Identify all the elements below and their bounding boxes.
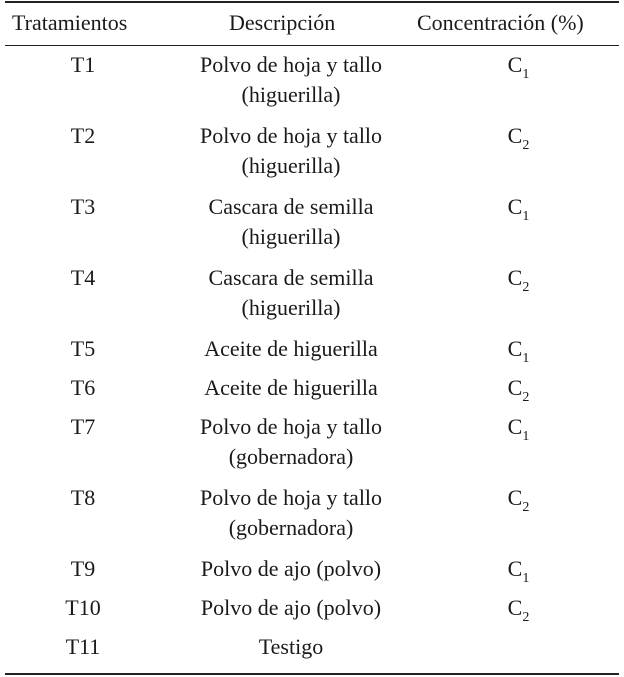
concentracion-subscript: 2	[522, 138, 530, 153]
table-header	[0, 6, 624, 40]
descripcion-line-1: Aceite de higuerilla	[204, 336, 378, 361]
descripcion-line-2: (higuerilla)	[241, 295, 341, 320]
concentracion-subscript: 1	[522, 209, 530, 224]
cell-concentracion	[416, 50, 621, 84]
descripcion-line-1: Polvo de hoja y tallo	[199, 485, 383, 510]
cell-descripcion	[166, 412, 416, 472]
cell-tratamiento: T10	[65, 595, 101, 620]
cell-concentracion	[416, 373, 621, 407]
cell-concentracion	[416, 412, 621, 446]
table-row	[0, 479, 624, 550]
cell-tratamiento: T2	[70, 123, 96, 148]
cell-tratamiento: T8	[70, 485, 96, 510]
table-row	[0, 188, 624, 259]
descripcion-line-1: Aceite de higuerilla	[204, 375, 378, 400]
concentracion-subscript: 1	[522, 67, 530, 82]
header-descripcion: Descripción	[229, 10, 336, 35]
table-row	[0, 589, 624, 628]
descripcion-line-2: (gobernadora)	[228, 444, 354, 469]
cell-tratamiento: T3	[70, 194, 96, 219]
header-concentracion: Concentración (%)	[417, 10, 584, 35]
table-row	[0, 330, 624, 369]
concentracion-subscript: 2	[522, 390, 530, 405]
descripcion-line-1: Polvo de hoja y tallo	[199, 123, 383, 148]
concentracion-base: C	[507, 265, 523, 290]
descripcion-line-1: Polvo de ajo (polvo)	[200, 556, 382, 581]
descripcion-line-2: (higuerilla)	[241, 153, 341, 178]
top-rule	[5, 1, 619, 3]
descripcion-line-2: (higuerilla)	[241, 82, 341, 107]
concentracion-base: C	[507, 123, 523, 148]
descripcion-line-1: Polvo de hoja y tallo	[199, 52, 383, 77]
concentracion-subscript: 2	[522, 610, 530, 625]
cell-descripcion	[166, 632, 416, 662]
cell-descripcion	[166, 593, 416, 623]
concentracion-base: C	[507, 194, 523, 219]
cell-concentracion	[416, 334, 621, 368]
concentracion-subscript: 2	[522, 500, 530, 515]
table-body	[0, 46, 624, 667]
cell-concentracion	[416, 263, 621, 297]
cell-descripcion	[166, 373, 416, 403]
concentracion-base: C	[507, 336, 523, 361]
bottom-rule	[5, 673, 619, 675]
descripcion-line-1: Cascara de semilla	[208, 194, 374, 219]
concentracion-base: C	[507, 556, 523, 581]
descripcion-line-1: Testigo	[258, 634, 324, 659]
concentracion-base: C	[507, 595, 523, 620]
header-tratamientos: Tratamientos	[12, 10, 128, 35]
table-row	[0, 46, 624, 117]
table-row	[0, 259, 624, 330]
cell-concentracion	[416, 554, 621, 588]
cell-tratamiento: T9	[70, 556, 96, 581]
cell-concentracion	[416, 593, 621, 627]
concentracion-base: C	[507, 485, 523, 510]
descripcion-line-1: Polvo de ajo (polvo)	[200, 595, 382, 620]
descripcion-line-2: (higuerilla)	[241, 224, 341, 249]
concentracion-subscript: 1	[522, 571, 530, 586]
descripcion-line-1: Cascara de semilla	[208, 265, 374, 290]
cell-concentracion	[416, 483, 621, 517]
cell-descripcion	[166, 263, 416, 323]
table-row	[0, 117, 624, 188]
descripcion-line-1: Polvo de hoja y tallo	[199, 414, 383, 439]
concentracion-base: C	[507, 52, 523, 77]
table-row	[0, 408, 624, 479]
cell-tratamiento: T4	[70, 265, 96, 290]
cell-tratamiento: T7	[70, 414, 96, 439]
cell-descripcion	[166, 554, 416, 584]
cell-descripcion	[166, 121, 416, 181]
concentracion-subscript: 1	[522, 351, 530, 366]
cell-descripcion	[166, 50, 416, 110]
cell-tratamiento: T1	[70, 52, 96, 77]
cell-tratamiento: T6	[70, 375, 96, 400]
cell-descripcion	[166, 483, 416, 543]
concentracion-subscript: 1	[522, 429, 530, 444]
concentracion-base: C	[507, 375, 523, 400]
cell-tratamiento: T5	[70, 336, 96, 361]
table-row	[0, 628, 624, 667]
cell-tratamiento: T11	[65, 634, 101, 659]
table-row	[0, 369, 624, 408]
concentracion-base: C	[507, 414, 523, 439]
cell-descripcion	[166, 334, 416, 364]
table-row	[0, 550, 624, 589]
cell-concentracion	[416, 192, 621, 226]
cell-descripcion	[166, 192, 416, 252]
descripcion-line-2: (gobernadora)	[228, 515, 354, 540]
concentracion-subscript: 2	[522, 280, 530, 295]
cell-concentracion	[416, 121, 621, 155]
